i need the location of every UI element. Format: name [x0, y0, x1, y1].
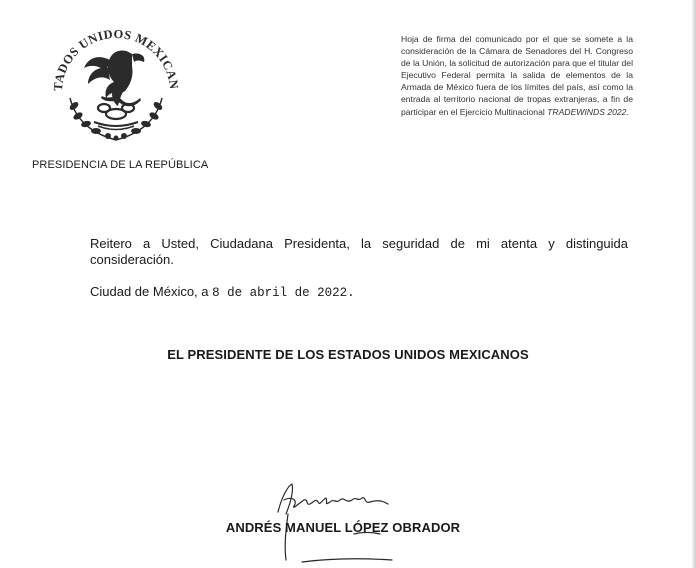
signature-sheet-note-end: .: [626, 106, 629, 117]
signature-sheet-note-text: Hoja de firma del comunicado por el que se somete a la consideración de la Cámara de Senadores del H. Congreso de la Unión, la solicitud de autorización para que el titular del Ejecutivo Federal permita la salida de elementos de la Armada de México fuera de los límites del país, así como la entrada al territorio nacional de tropas extranjeras, a fin de participar en el Ejercicio Multinacional: [401, 34, 633, 117]
svg-text:ESTADOS UNIDOS MEXICANOS: TADOS UNIDOS MEXICAN: [50, 26, 182, 92]
closing-paragraph: Reitero a Usted, Ciudadana Presidenta, la seguridad de mi atenta y distinguida consideración.: [90, 236, 628, 267]
signature-sheet-note: [401, 33, 633, 118]
exercise-name: TRADEWINDS 2022: [547, 106, 627, 117]
presidency-caption: PRESIDENCIA DE LA REPÚBLICA: [32, 159, 209, 171]
dateline: [90, 284, 355, 301]
dateline-date: 8 de abril de 2022.: [212, 286, 355, 300]
page-edge-shadow: [692, 0, 696, 568]
signer-title: EL PRESIDENTE DE LOS ESTADOS UNIDOS MEXICANOS: [167, 347, 529, 362]
dateline-place: Ciudad de México, a: [90, 284, 213, 299]
signer-name: ANDRÉS MANUEL LÓPEZ OBRADOR: [225, 520, 461, 535]
national-seal-emblem: [48, 14, 184, 150]
